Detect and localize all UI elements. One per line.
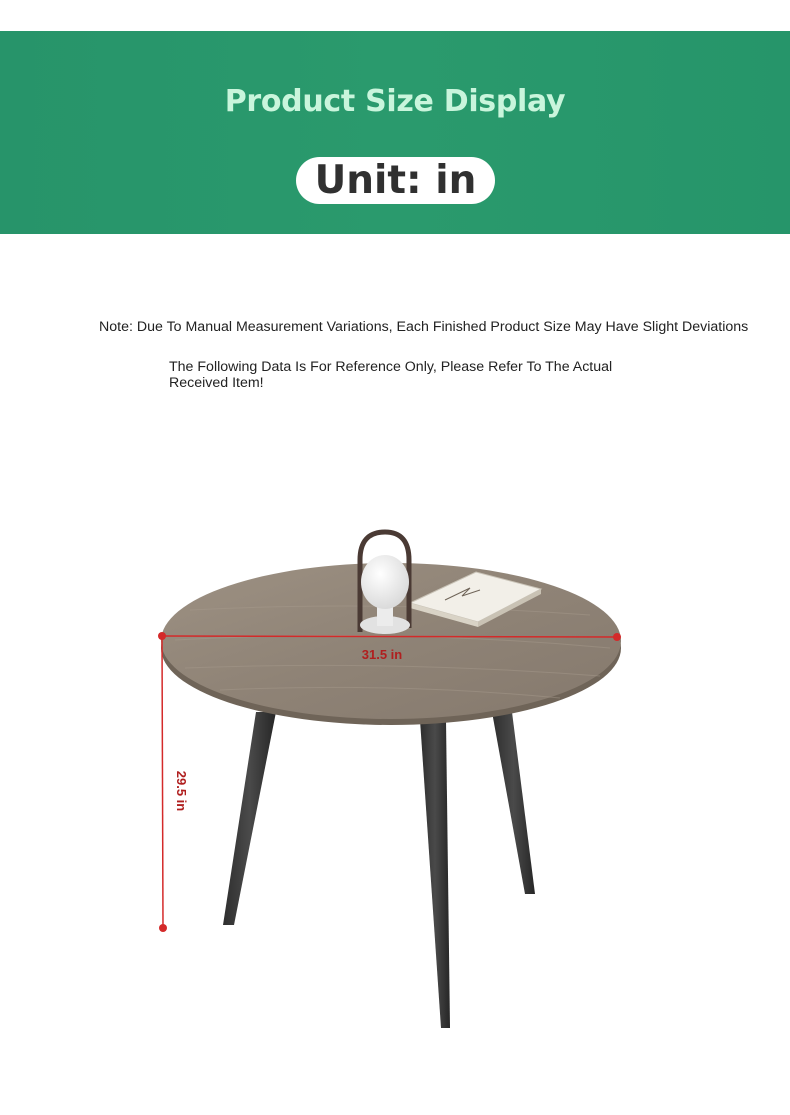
width-label: 31.5 in <box>361 647 403 662</box>
table-legs <box>223 712 535 1028</box>
unit-badge: Unit: in <box>296 157 495 204</box>
height-label: 29.5 in <box>174 770 189 812</box>
measurement-note: Note: Due To Manual Measurement Variations, Each Finished Product Size May Have Slight Deviations <box>99 319 749 335</box>
lamp-decor <box>360 532 410 634</box>
height-dimension <box>159 636 167 932</box>
reference-note: The Following Data Is For Reference Only, Please Refer To The Actual Received Item! <box>169 359 613 391</box>
page-title: Product Size Display <box>224 84 566 119</box>
